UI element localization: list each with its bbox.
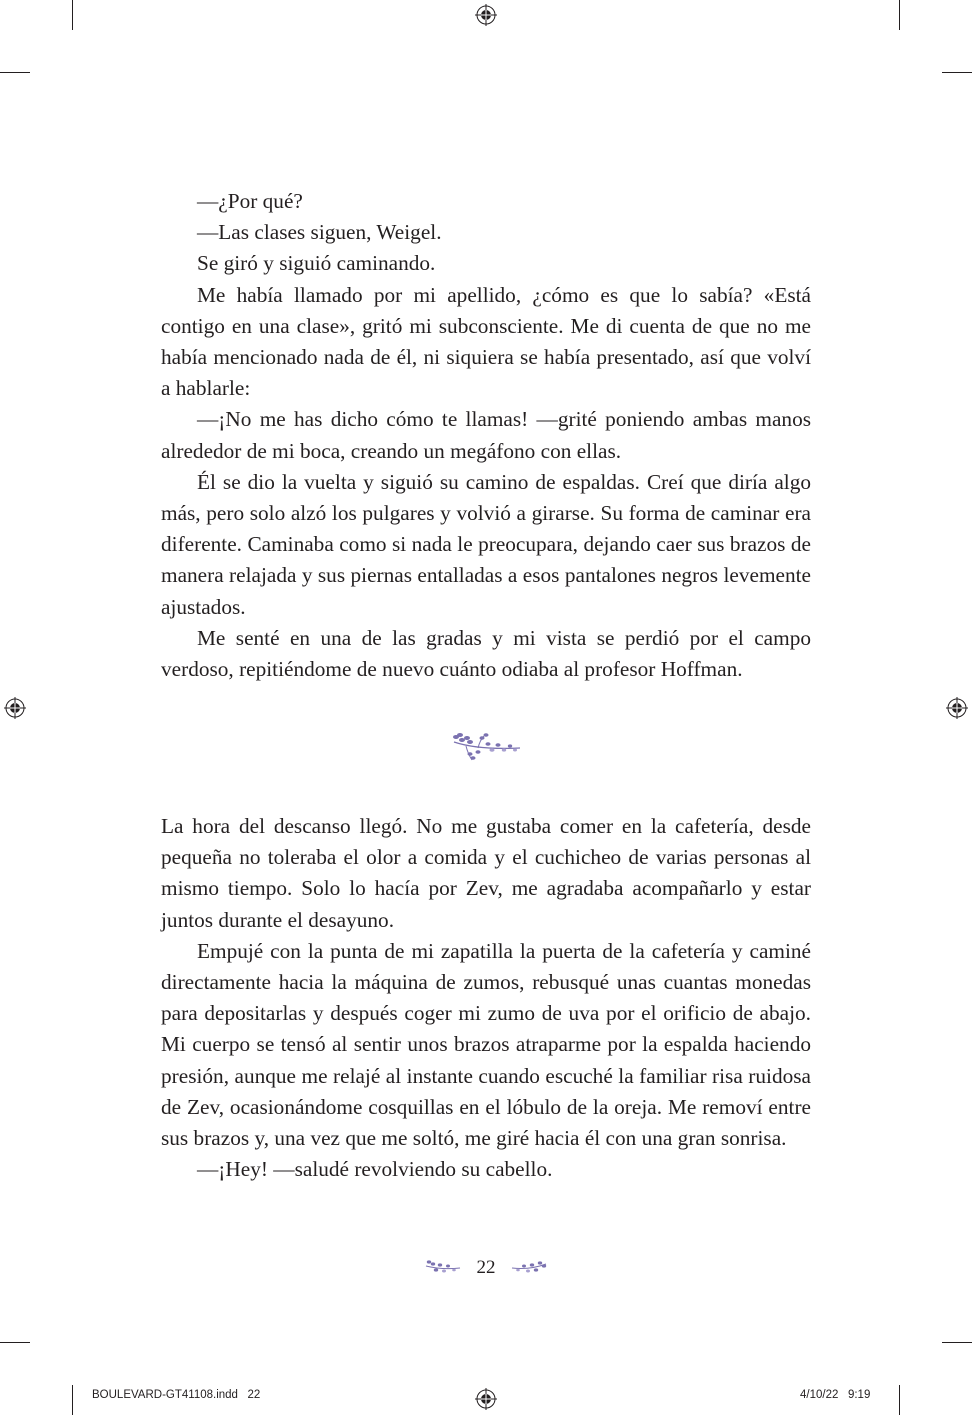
page-folio bbox=[420, 1254, 552, 1284]
slug-timestamp: 4/10/22 9:19 bbox=[800, 1389, 871, 1401]
crop-mark-top-right-h bbox=[942, 72, 972, 73]
paragraph: Se giró y siguió caminando. bbox=[197, 251, 436, 276]
crop-mark-top-left-v bbox=[72, 0, 73, 30]
crop-mark-bottom-right-h bbox=[942, 1342, 972, 1343]
paragraph: Empujé con la punta de mi zapatilla la puerta de la cafetería y caminé directamente hacia la máquina de zumos, rebusqué unas cuantas monedas para depositarlas y después coger mi zumo de uva por el orificio de abajo. Mi cuerpo se tensó al sentir unos brazos atraparme por la espalda haciendo presión, aunque me relajé al instante cuando escuché la familiar risa ruidosa de Zev, ocasionándome cosquillas en el lóbulo de la oreja. Me removí entre sus brazos y, una vez que me soltó, me giré hacia él con una gran sonrisa. bbox=[161, 938, 811, 1151]
paragraph: —Las clases siguen, Weigel. bbox=[197, 220, 442, 245]
registration-mark-icon bbox=[475, 1388, 497, 1410]
paragraph: —¡No me has dicho cómo te llamas! —grité poniendo ambas manos alrededor de mi boca, creando un megáfono con ellas. bbox=[161, 407, 811, 463]
crop-mark-bottom-right-v bbox=[899, 1385, 900, 1415]
paragraph: Me había llamado por mi apellido, ¿cómo es que lo sabía? «Está contigo en una clase», gritó mi subconsciente. Me di cuenta de que no me había mencionado nada de él, ni siquiera se había presentado, así que volví a hablarle: bbox=[161, 282, 811, 401]
body-text-bottom bbox=[161, 811, 811, 1185]
lavender-sprig-icon bbox=[448, 728, 524, 764]
paragraph: La hora del descanso llegó. No me gustaba comer en la cafetería, desde pequeña no toleraba el olor a comida y el cuchicheo de varias personas al mismo tiempo. Solo lo hacía por Zev, me agradaba acompañarlo y estar juntos durante el desayuno. bbox=[161, 814, 811, 932]
lavender-sprig-icon bbox=[510, 1256, 548, 1276]
paragraph: Él se dio la vuelta y siguió su camino de espaldas. Creí que diría algo más, pero solo alzó los pulgares y volvió a girarse. Su forma de caminar era diferente. Caminaba como si nada le preocupara, dejando caer sus brazos de manera relajada y sus piernas entalladas a esos pantalones negros levemente ajustados. bbox=[161, 469, 811, 619]
paragraph: —¡Hey! —saludé revolviendo su cabello. bbox=[197, 1157, 553, 1182]
crop-mark-bottom-left-h bbox=[0, 1342, 30, 1343]
body-text-top bbox=[161, 186, 811, 685]
slug-filename: BOULEVARD-GT41108.indd 22 bbox=[92, 1389, 261, 1401]
crop-mark-top-left-h bbox=[0, 72, 30, 73]
registration-mark-icon bbox=[946, 697, 968, 719]
crop-mark-bottom-left-v bbox=[72, 1385, 73, 1415]
paragraph: —¿Por qué? bbox=[197, 189, 303, 213]
crop-mark-top-right-v bbox=[899, 0, 900, 30]
registration-mark-icon bbox=[4, 697, 26, 719]
registration-mark-icon bbox=[475, 4, 497, 26]
page-number: 22 bbox=[476, 1257, 496, 1278]
paragraph: Me senté en una de las gradas y mi vista se perdió por el campo verdoso, repitiéndome de nuevo cuánto odiaba al profesor Hoffman. bbox=[161, 625, 811, 682]
